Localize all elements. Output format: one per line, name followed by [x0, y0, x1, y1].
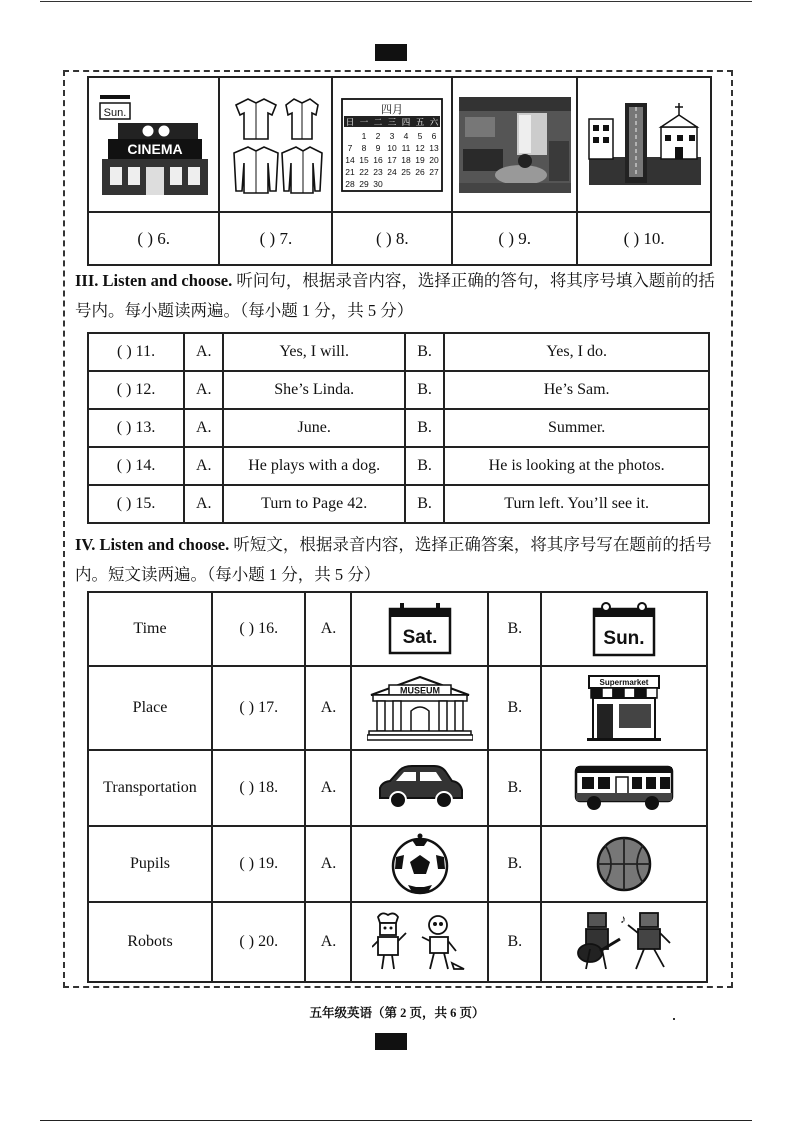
picture-cell-9 — [452, 77, 577, 212]
item-10[interactable] — [577, 212, 711, 265]
football-icon — [352, 833, 487, 895]
question-row-20 — [88, 902, 707, 982]
calendar-day: 3 — [389, 130, 395, 141]
picture-table — [87, 76, 712, 266]
calendar-day: 11 — [401, 142, 411, 153]
item-6-label: ( ) 6. — [137, 228, 170, 248]
option-b-text: Summer. — [444, 409, 709, 447]
option-b-letter: B. — [488, 826, 541, 902]
section4-title: IV. Listen and choose. — [75, 535, 230, 554]
answer-blank[interactable]: ( ) 17. — [212, 666, 305, 750]
option-a-letter: A. — [184, 409, 223, 447]
calendar-weekday: 一 — [360, 116, 369, 127]
item-8-label: ( ) 8. — [376, 228, 409, 248]
category-label: Time — [88, 592, 212, 666]
option-b-letter: B. — [405, 485, 444, 523]
answer-blank[interactable]: ( ) 12. — [88, 371, 184, 409]
section4-instructions: 听短文，根据录音内容，选择正确答案，将其序号写在题前的括号内。短文读两遍。（每小题 1 分，共 5 分） — [75, 535, 712, 584]
sat-label: Sat. — [402, 627, 438, 648]
question-row-14 — [88, 447, 709, 485]
option-a-text: He plays with a dog. — [223, 447, 404, 485]
option-a-letter: A. — [184, 485, 223, 523]
sun-label: Sun. — [603, 628, 645, 649]
buildings-icon — [585, 99, 703, 191]
question-row-11 — [88, 333, 709, 371]
picture-cell-10 — [577, 77, 711, 212]
question-row-12 — [88, 371, 709, 409]
option-b-picture[interactable] — [541, 826, 707, 902]
option-b-letter: B. — [488, 592, 541, 666]
supermarket-icon — [542, 674, 706, 742]
calendar-day: 21 — [345, 166, 356, 177]
category-label: Robots — [88, 902, 212, 982]
museum-icon — [352, 675, 487, 741]
bottom-rule — [40, 1120, 752, 1121]
option-a-picture[interactable] — [351, 826, 488, 902]
option-b-letter: B. — [405, 371, 444, 409]
option-b-letter: B. — [488, 666, 541, 750]
basketball-icon — [542, 835, 706, 893]
item-10-label: ( ) 10. — [623, 228, 665, 248]
calendar-day: 14 — [345, 154, 356, 165]
answer-blank[interactable]: ( ) 11. — [88, 333, 184, 371]
option-b-letter: B. — [488, 902, 541, 982]
calendar-weekday: 五 — [416, 116, 425, 127]
answer-blank[interactable]: ( ) 16. — [212, 592, 305, 666]
calendar-day: 18 — [401, 154, 412, 165]
calendar-day: 4 — [403, 130, 409, 141]
item-8[interactable] — [332, 212, 452, 265]
calendar-month: 四月 — [381, 102, 404, 116]
option-b-picture[interactable] — [541, 750, 707, 826]
picture-cell-6 — [88, 77, 219, 212]
section3-title: III. Listen and choose. — [75, 271, 233, 290]
calendar-icon — [340, 97, 444, 193]
picture-cell-7 — [219, 77, 332, 212]
option-a-letter: A. — [305, 750, 351, 826]
option-a-text: Turn to Page 42. — [223, 485, 404, 523]
option-a-picture[interactable] — [351, 750, 488, 826]
sun-calendar-icon — [542, 601, 706, 657]
car-icon — [352, 764, 487, 812]
item-7-label: ( ) 7. — [259, 228, 293, 248]
bottom-registration-mark — [375, 1033, 407, 1050]
calendar-day: 27 — [429, 166, 440, 177]
sat-calendar-icon — [352, 603, 487, 655]
option-b-letter: B. — [405, 409, 444, 447]
option-a-letter: A. — [305, 592, 351, 666]
calendar-day: 12 — [415, 142, 426, 153]
calendar-day: 2 — [375, 130, 381, 141]
option-a-text: She’s Linda. — [223, 371, 404, 409]
item-9-label: ( ) 9. — [498, 228, 531, 248]
question-row-19 — [88, 826, 707, 902]
calendar-day: 19 — [415, 154, 426, 165]
calendar-day: 6 — [431, 130, 437, 141]
option-b-letter: B. — [405, 447, 444, 485]
bus-icon — [542, 763, 706, 813]
option-a-letter: A. — [184, 371, 223, 409]
section4-table — [87, 591, 708, 983]
cooking-robots-icon — [352, 911, 487, 973]
cinema-sign-text: Sun. — [103, 106, 127, 119]
calendar-day: 29 — [359, 178, 370, 189]
calendar-day: 13 — [429, 142, 440, 153]
answer-blank[interactable]: ( ) 18. — [212, 750, 305, 826]
calendar-day: 5 — [417, 130, 423, 141]
picture-cell-8 — [332, 77, 452, 212]
top-rule — [40, 1, 752, 2]
cinema-marquee-text: CINEMA — [127, 140, 183, 157]
answer-blank[interactable]: ( ) 20. — [212, 902, 305, 982]
option-b-letter: B. — [405, 333, 444, 371]
question-row-16 — [88, 592, 707, 666]
calendar-weekday: 四 — [402, 116, 411, 127]
option-b-letter: B. — [488, 750, 541, 826]
answer-blank[interactable]: ( ) 13. — [88, 409, 184, 447]
museum-label: MUSEUM — [399, 685, 440, 696]
calendar-day: 15 — [359, 154, 370, 165]
calendar-day: 25 — [401, 166, 412, 177]
category-label: Transportation — [88, 750, 212, 826]
cinema-icon — [98, 93, 210, 197]
calendar-day: 22 — [359, 166, 370, 177]
supermarket-label: Supermarket — [599, 678, 649, 687]
option-a-text: June. — [223, 409, 404, 447]
calendar-weekday: 三 — [388, 116, 397, 127]
calendar-day: 10 — [387, 142, 398, 153]
shirts-icon — [226, 93, 326, 197]
calendar-day: 24 — [387, 166, 398, 177]
option-a-letter: A. — [305, 666, 351, 750]
calendar-day: 17 — [387, 154, 398, 165]
option-b-text: Yes, I do. — [444, 333, 709, 371]
answer-blank[interactable]: ( ) 15. — [88, 485, 184, 523]
option-b-picture[interactable] — [541, 902, 707, 982]
question-row-18 — [88, 750, 707, 826]
calendar-day: 8 — [361, 142, 367, 153]
top-registration-mark — [375, 44, 407, 61]
option-b-text: He’s Sam. — [444, 371, 709, 409]
option-a-letter: A. — [305, 826, 351, 902]
section3-instructions: 听问句，根据录音内容，选择正确的答句，将其序号填入题前的括号内。每小题读两遍。（每小题 1 分，共 5 分） — [75, 271, 715, 320]
living-room-photo — [459, 97, 571, 193]
section3-table — [87, 332, 710, 524]
option-b-text: He is looking at the photos. — [444, 447, 709, 485]
option-b-picture[interactable] — [541, 592, 707, 666]
category-label: Place — [88, 666, 212, 750]
option-a-letter: A. — [184, 447, 223, 485]
calendar-day: 16 — [373, 154, 384, 165]
calendar-weekday: 二 — [374, 116, 383, 127]
option-b-picture[interactable] — [541, 666, 707, 750]
item-9[interactable] — [452, 212, 577, 265]
option-a-letter: A. — [184, 333, 223, 371]
calendar-day: 7 — [347, 142, 353, 153]
page-footer: 五年级英语（第 2 页，共 6 页） — [309, 1006, 485, 1020]
question-row-17 — [88, 666, 707, 750]
calendar-weekday: 日 — [346, 116, 355, 127]
answer-blank[interactable]: ( ) 19. — [212, 826, 305, 902]
music-note: ♪ — [620, 912, 627, 926]
question-row-15 — [88, 485, 709, 523]
item-6[interactable] — [88, 212, 219, 265]
item-7[interactable] — [219, 212, 332, 265]
option-a-picture[interactable] — [351, 666, 488, 750]
option-a-letter: A. — [305, 902, 351, 982]
option-a-text: Yes, I will. — [223, 333, 404, 371]
option-a-picture[interactable] — [351, 592, 488, 666]
calendar-day: 30 — [373, 178, 384, 189]
calendar-weekday: 六 — [430, 116, 439, 127]
calendar-day: 20 — [429, 154, 440, 165]
calendar-day: 9 — [375, 142, 381, 153]
music-robots-icon — [542, 909, 706, 975]
calendar-day: 26 — [415, 166, 426, 177]
section4-heading — [75, 530, 725, 590]
calendar-day: 1 — [361, 130, 367, 141]
answer-blank[interactable]: ( ) 14. — [88, 447, 184, 485]
question-row-13 — [88, 409, 709, 447]
category-label: Pupils — [88, 826, 212, 902]
option-b-text: Turn left. You’ll see it. — [444, 485, 709, 523]
speck — [673, 1018, 675, 1020]
option-a-picture[interactable] — [351, 902, 488, 982]
calendar-day: 23 — [373, 166, 384, 177]
calendar-day: 28 — [345, 178, 356, 189]
section3-heading — [75, 266, 725, 326]
